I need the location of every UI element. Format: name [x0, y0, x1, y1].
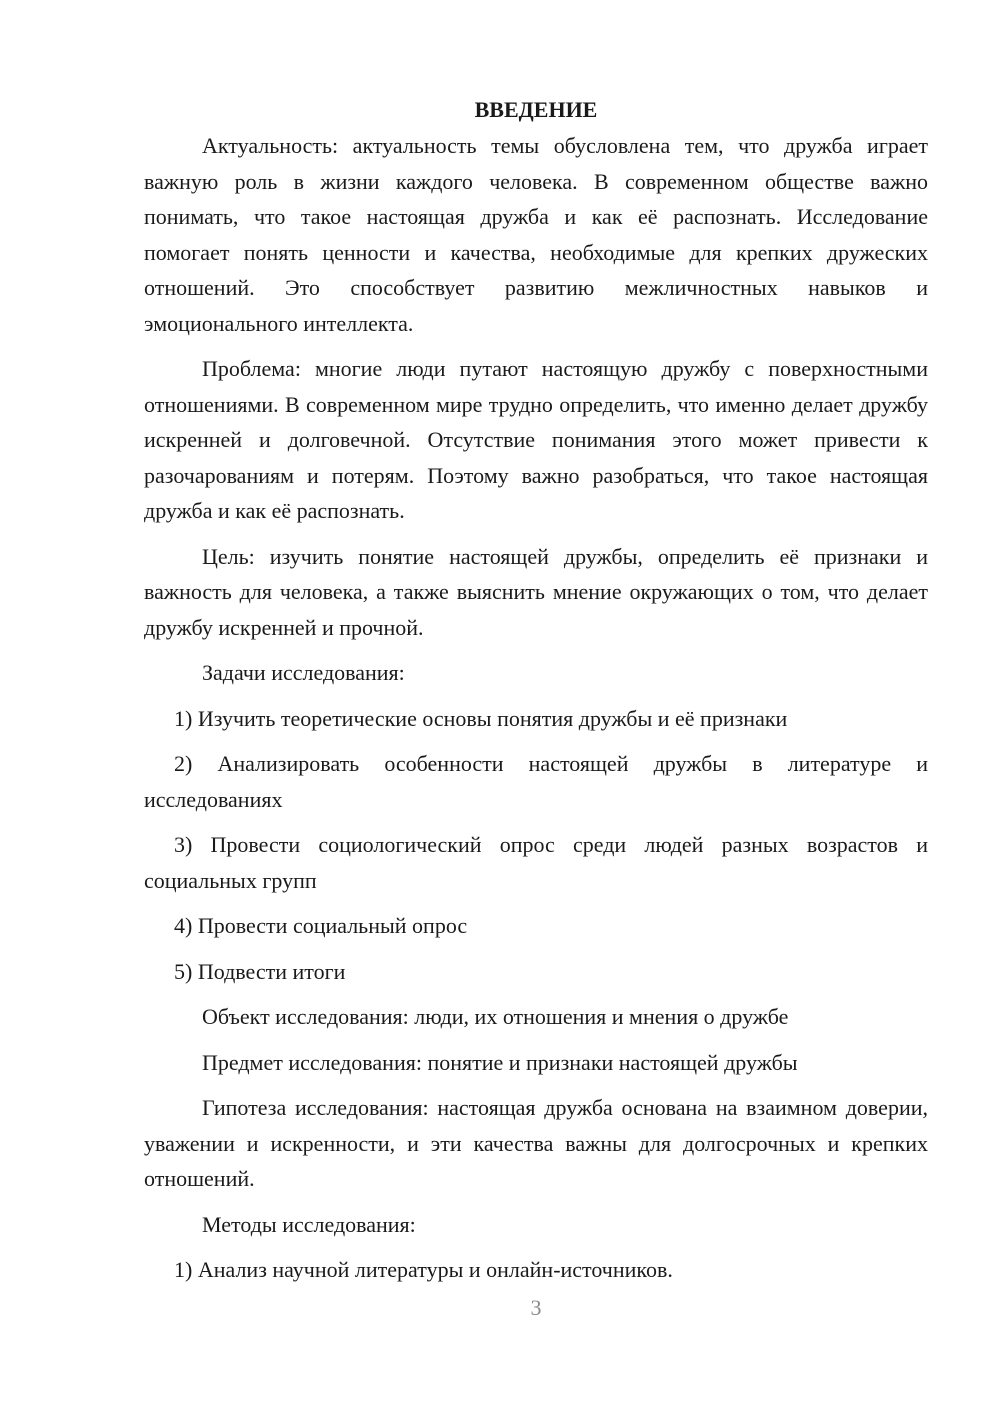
task-item-3: 3) Провести социологический опрос среди людей разных возрастов и социальных групп: [144, 832, 928, 893]
object-paragraph: Объект исследования: люди, их отношения и мнения о дружбе: [202, 1004, 789, 1029]
method-item-1: 1) Анализ научной литературы и онлайн-источников.: [174, 1257, 673, 1282]
tasks-heading: Задачи исследования:: [202, 660, 405, 685]
relevance-paragraph: Актуальность: актуальность темы обусловлена тем, что дружба играет важную роль в жизни каждого человека. В современном обществе важно понимать, что такое настоящая дружба и как её распознать. Исследование помогает понять ценности и качества, необходимые для крепких дружеских отношений. Это способствует развитию межличностных навыков и эмоционального интеллекта.: [144, 133, 928, 336]
task-item-5: 5) Подвести итоги: [174, 958, 346, 984]
subject-paragraph: Предмет исследования: понятие и признаки настоящей дружбы: [202, 1049, 798, 1075]
task-item-4: 4) Провести социальный опрос: [174, 913, 468, 938]
document-page: [144, 92, 928, 1298]
page-number: 3: [530, 1295, 542, 1320]
task-item-2: 2) Анализировать особенности настоящей дружбы в литературе и исследованиях: [144, 751, 928, 812]
task-item-1: 1) Изучить теоретические основы понятия дружбы и её признаки: [174, 705, 788, 731]
goal-paragraph: Цель: изучить понятие настоящей дружбы, определить её признаки и важность для человека, а также выяснить мнение окружающих о том, что делает дружбу искренней и прочной.: [144, 543, 928, 640]
methods-heading: Методы исследования:: [202, 1211, 416, 1237]
section-title: ВВЕДЕНИЕ: [474, 97, 598, 122]
hypothesis-paragraph: Гипотеза исследования: настоящая дружба основана на взаимном доверии, уважении и искренности, и эти качества важны для долгосрочных и крепких отношений.: [144, 1095, 928, 1191]
problem-paragraph: Проблема: многие люди путают настоящую дружбу с поверхностными отношениями. В современном мире трудно определить, что именно делает дружбу искренней и долговечной. Отсутствие понимания этого может привести к разочарованиям и потерям. Поэтому важно разобраться, что такое настоящая дружба и как её распознать.: [144, 356, 928, 523]
